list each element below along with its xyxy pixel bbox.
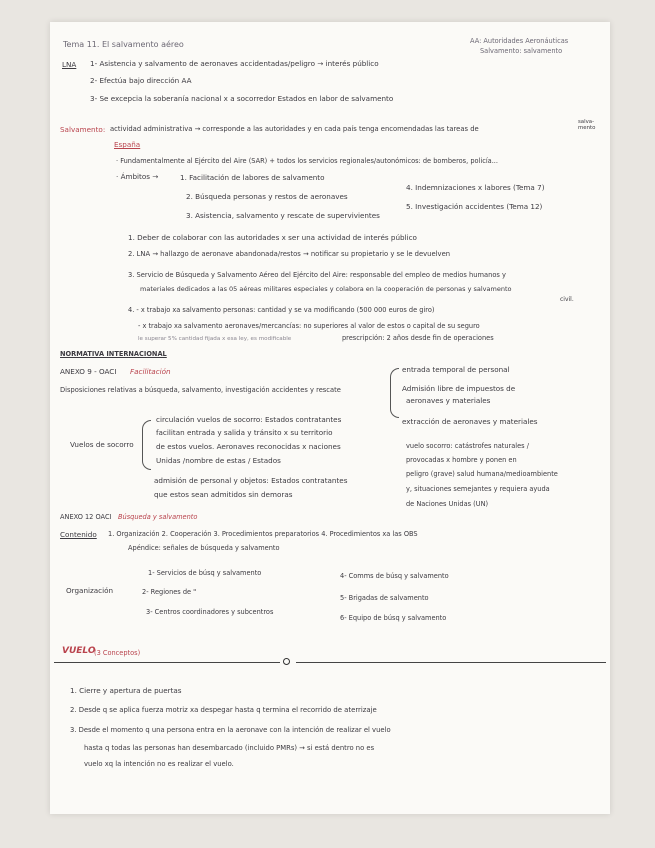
ambitos-label: · Ámbitos → [116,172,159,181]
facilitacion-item: extracción de aeronaves y materiales [402,417,538,426]
anexo-12-label: ANEXO 12 OACI [60,513,112,521]
vuelo-socorro-def: y, situaciones semejantes y requiera ayuda [406,485,550,493]
country-heading: España [114,140,141,149]
ambito-item: 2. Búsqueda personas y restos de aeronaves [186,192,348,201]
vuelo-item: hasta q todas las personas han desembarcado (incluido PMRs) → si está dentro no es [84,744,375,752]
ambito-item: 3. Asistencia, salvamento y rescate de supervivientes [186,211,380,220]
notebook-page [50,22,610,814]
apendice-line: Apéndice: señales de búsqueda y salvamento [128,544,280,552]
org-item: 1- Servicios de búsq y salvamento [148,569,262,577]
lna-item: 3- Se excepcia la soberanía nacional x a socorredor Estados en labor de salvamento [90,94,394,103]
disposiciones-line: Disposiciones relativas a búsqueda, salvamento, investigación accidentes y rescate [60,386,341,394]
anexo-12-topic: Búsqueda y salvamento [118,513,198,521]
divider-circle [283,658,290,665]
anexo-9-topic: Facilitación [130,367,171,376]
vuelo-socorro-def: peligro (grave) salud humana/medioambiente [406,470,558,478]
lna-label: LNA [62,60,77,69]
ambito-item: 1. Facilitación de labores de salvamento [180,173,325,182]
vuelo-item: 1. Cierre y apertura de puertas [70,686,182,695]
section-heading: NORMATIVA INTERNACIONAL [60,350,167,358]
salvamento-footnote: le superar 5% cantidad fijada x esa ley, es modificable [138,336,292,342]
vuelos-item: circulación vuelos de socorro: Estados contratantes [156,415,342,424]
org-item: 3- Centros coordinadores y subcentros [146,608,274,616]
salvamento-label: Salvamento: [60,125,106,134]
header-note: AA: Autoridades Aeronáuticas [470,37,569,45]
vuelos-socorro-label: Vuelos de socorro [70,440,134,449]
salvamento-definition: actividad administrativa → corresponde a las autoridades y en cada país tenga encomendadas las tareas de [110,125,479,133]
fundamental-line: · Fundamentalmente al Ejército del Aire (SAR) + todos los servicios regionales/autonómicos: de bomberos, policía... [116,157,498,165]
divider-line-left [54,662,280,663]
vuelo-item: vuelo xq la intención no es realizar el vuelo. [84,760,234,768]
facilitacion-item: Admisión libre de impuestos de [402,384,516,393]
salvamento-point: 1. Deber de colaborar con las autoridades x ser una actividad de interés público [128,233,417,242]
vuelo-socorro-def: provocadas x hombre y ponen en [406,456,517,464]
vuelos-item: admisión de personal y objetos: Estados contratantes [154,476,348,485]
salvamento-point: - x trabajo xa salvamento aeronaves/mercancías: no superiores al valor de estos o capital de su seguro [138,322,480,330]
organizacion-label: Organización [66,586,114,595]
contenido-label: Contenido [60,530,97,539]
vuelo-subtitle: (3 Conceptos) [94,649,141,657]
org-item: 4- Comms de búsq y salvamento [340,572,449,580]
org-item: 6- Equipo de búsq y salvamento [340,614,447,622]
ambito-item: 4. Indemnizaciones x labores (Tema 7) [406,183,545,192]
contenido-line: 1. Organización 2. Cooperación 3. Procedimientos preparatorios 4. Procedimientos xa las OBS [108,530,418,538]
salvamento-point: 3. Servicio de Búsqueda y Salvamento Aéreo del Ejército del Aire: responsable del empleo de medios humanos y [128,271,506,279]
org-item: 5- Brigadas de salvamento [340,594,429,602]
header-note: Salvamento: salvamento [480,47,563,55]
left-brace [142,420,151,470]
salvamento-point: materiales dedicados a las 05 aéreas militares especiales y colabora en la cooperación de personas y salvamento [140,285,512,293]
vuelo-item: 2. Desde q se aplica fuerza motriz xa despegar hasta q termina el recorrido de aterrizaje [70,706,377,714]
facilitacion-item: aeronaves y materiales [406,396,491,405]
vuelo-item: 3. Desde el momento q una persona entra en la aeronave con la intención de realizar el vuelo [70,726,391,734]
salvamento-point: civil. [560,296,574,303]
right-brace [390,368,399,418]
ambito-item: 5. Investigación accidentes (Tema 12) [406,202,543,211]
page-title: Tema 11. El salvamento aéreo [63,40,184,49]
facilitacion-item: entrada temporal de personal [402,365,510,374]
salvamento-point: 4. - x trabajo xa salvamento personas: cantidad y se va modificando (500 000 euros de giro) [128,306,435,314]
salvamento-point: 2. LNA → hallazgo de aeronave abandonada/restos → notificar su propietario y se le devuelven [128,250,451,258]
salvamento-tail: salva-mento [578,119,596,131]
vuelo-socorro-def: vuelo socorro: catástrofes naturales / [406,442,529,450]
vuelos-item: facilitan entrada y salida y tránsito x su territorio [156,428,333,437]
anexo-9-label: ANEXO 9 - OACI [60,367,117,376]
vuelo-heading: VUELO [62,646,96,656]
prescripcion-note: prescripción: 2 años desde fin de operaciones [342,334,494,342]
lna-item: 2- Efectúa bajo dirección AA [90,76,192,85]
divider-line-right [296,662,606,663]
vuelos-item: que estos sean admitidos sin demoras [154,490,293,499]
vuelo-socorro-def: de Naciones Unidas (UN) [406,500,489,508]
vuelos-item: de estos vuelos. Aeronaves reconocidas x naciones [156,442,341,451]
vuelos-item: Unidas /nombre de estas / Estados [156,456,281,465]
org-item: 2- Regiones de " [142,588,197,596]
lna-item: 1- Asistencia y salvamento de aeronaves accidentadas/peligro → interés público [90,59,379,68]
